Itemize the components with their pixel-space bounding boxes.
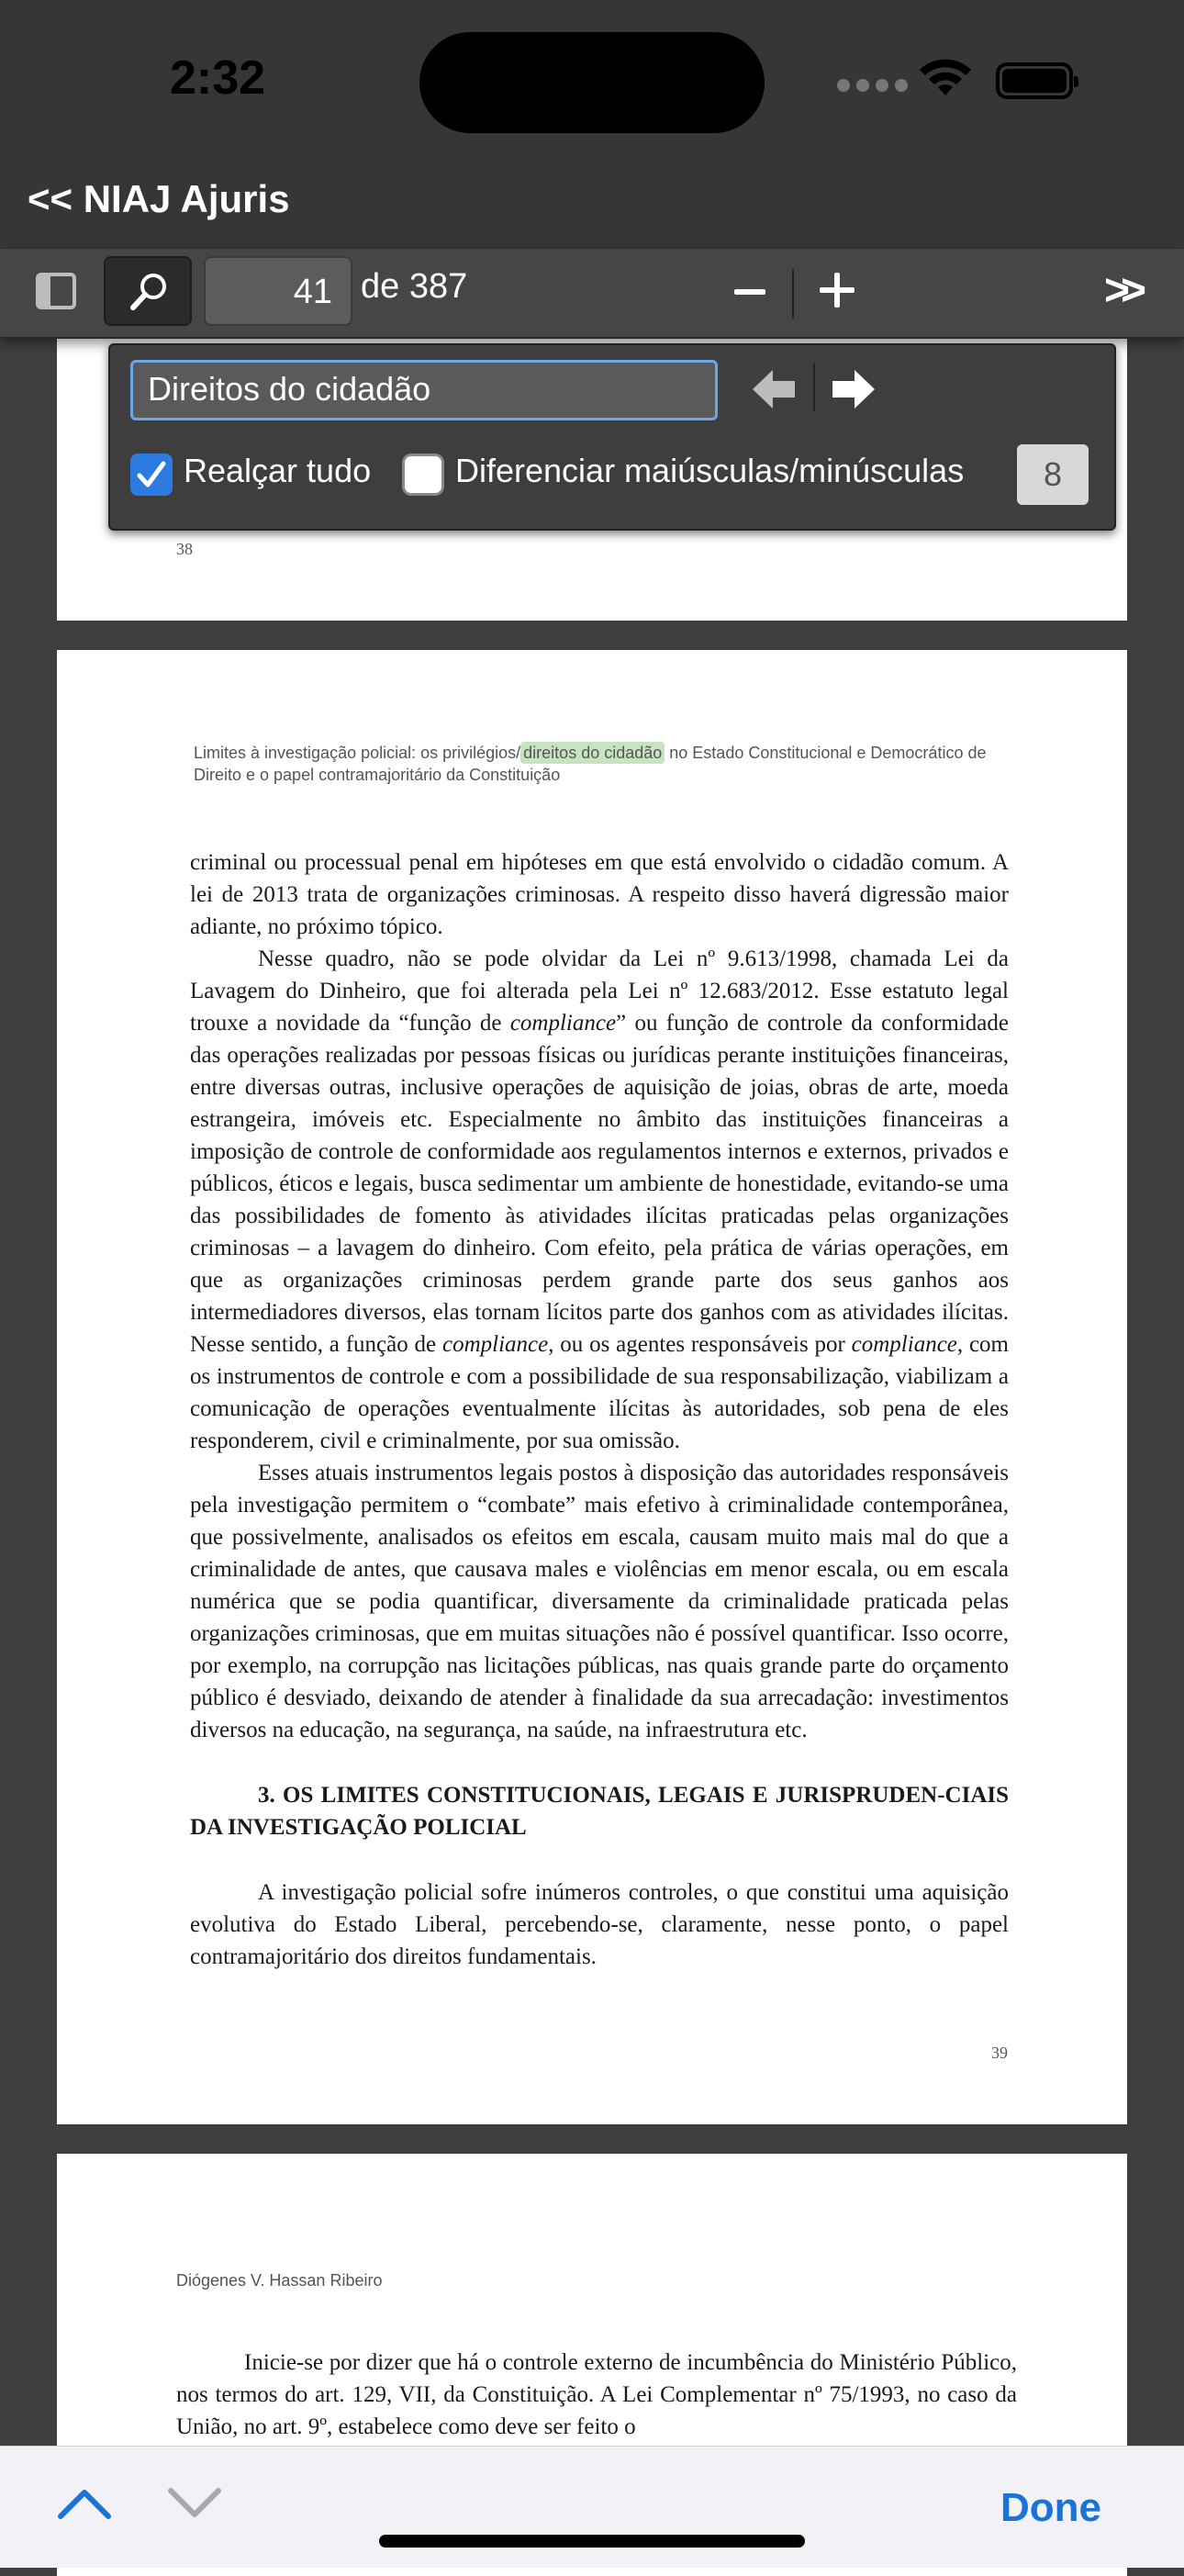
signal-dots-icon (837, 79, 914, 96)
checkmark-icon (136, 459, 167, 490)
search-input[interactable]: Direitos do cidadão (130, 360, 718, 420)
next-result-arrow-icon[interactable] (832, 370, 875, 409)
previous-result-arrow-icon[interactable] (753, 370, 795, 409)
running-head (194, 742, 1020, 786)
back-button[interactable]: << NIAJ Ajuris (28, 177, 290, 220)
chevron-up-icon[interactable] (57, 2487, 112, 2520)
paragraph: Esses atuais instrumentos legais postos à disposição das autoridades responsáveis pela investigação permitem o “combate” mais efetivo à criminalidade contemporânea, que possivelmente, analisados os efeitos em escala, causam muito mais mal do que a criminalidade de antes, que causava males e violências em menor escala, ou em escala numérica que se podia quantificar, diversamente da criminalidade praticada pelas organizações criminosas, que em muitas situações não é possível quantificar. Isso ocorre, por exemplo, na corrupção nas licitações públicas, nas quais grande parte do orçamento público é desviado, deixando de atender à finalidade da sua arrecadação: investimentos diversos na educação, na segurança, na saúde, na infraestrutura etc. (190, 1461, 1009, 1742)
navigation-bar (0, 161, 1184, 249)
wifi-icon (918, 59, 973, 99)
paragraph: criminal ou processual penal em hipóteses em que está envolvido o cidadão comum. A lei de 2013 trata de organizações criminosas. A respeito disso haverá digressão maior adiante, no próximo tópico. (190, 850, 1009, 939)
battery-icon (996, 62, 1073, 99)
more-chevrons-icon[interactable]: >> (1104, 266, 1138, 315)
pdf-toolbar (0, 249, 1184, 339)
running-head-text: no Estado Constitucional e Democrático de Direito e o papel contramajoritário da Constituição (194, 744, 987, 784)
search-button[interactable] (104, 256, 192, 326)
zoom-out-button[interactable] (734, 289, 765, 295)
zoom-in-button[interactable] (820, 273, 854, 308)
page-number: 39 (991, 2044, 1008, 2062)
paragraph: A investigação policial sofre inúmeros controles, o que constitui uma aquisição evolutiva do Estado Liberal, percebendo-se, claramente, nesse ponto, o papel contramajoritário dos direitos fundamentais. (190, 1880, 1009, 1969)
page-body (190, 846, 1009, 1973)
paragraph: Nesse quadro, não se pode olvidar da Lei nº 9.613/1998, chamada Lei da Lavagem do Dinheiro, que foi alterada pela Lei nº 12.683/2012. Esse estatuto legal trouxe a novidade da “função de compliance” ou função de controle da conformidade das operações realizadas por pessoas físicas ou jurídicas perante instituições financeiras, entre diversas outras, inclusive operações de aquisição de joias, obras de arte, moeda estrangeira, imóveis etc. Especialmente no âmbito das instituições financeiras a imposição de controle de conformidade aos regulamentos internos e externos, privados e públicos, éticos e legais, busca sedimentar um ambiente de honestidade, evitando-se uma das possibilidades de fomento às atividades ilícitas praticadas pelas organizações criminosas – a lavagem do dinheiro. Com efeito, pela prática de várias operações, em que as organizações criminosas perdem grande parte dos seus ganhos aos intermediadores diversos, elas tornam lícitos parte dos ganhos com as atividades ilícitas. Nesse sentido, a função de compliance, ou os agentes responsáveis por compliance, com os instrumentos de controle e com a possibilidade de sua responsabilização, viabilizam a comunicação de operações eventualmente ilícitas às autoridades, sob pena de eles responderem, civil e criminalmente, por sua omissão. (190, 946, 1010, 1453)
zoom-separator (792, 269, 794, 319)
status-bar (0, 0, 1184, 161)
running-head-text: Limites à investigação policial: os privilégios/ (194, 744, 521, 762)
paragraph: Inicie-se por dizer que há o controle externo de incumbência do Ministério Público, nos termos do art. 129, VII, da Constituição. A Lei Complementar nº 75/1993, no caso da União, no art. 9º, estabelece como deve ser feito o (176, 2350, 1017, 2439)
case-sensitive-checkbox[interactable] (402, 454, 444, 496)
dynamic-island (419, 32, 765, 133)
page-number-field[interactable]: 41 (204, 256, 352, 326)
search-icon (128, 271, 170, 313)
running-head-author: Diógenes V. Hassan Ribeiro (176, 2271, 383, 2290)
highlight-all-label[interactable]: Realçar tudo (184, 452, 372, 489)
chevron-down-icon[interactable] (167, 2487, 222, 2520)
home-indicator (379, 2535, 805, 2548)
find-panel (108, 343, 1116, 531)
bottom-bar (0, 2446, 1184, 2568)
page-total-label: de 387 (361, 267, 468, 306)
match-count-badge: 8 (1017, 444, 1089, 505)
search-highlight[interactable]: direitos do cidadão (520, 742, 665, 764)
page-body (176, 2346, 1017, 2443)
pdf-page (57, 650, 1127, 2124)
done-button[interactable]: Done (1000, 2485, 1101, 2530)
page-number: 38 (176, 540, 193, 558)
arrow-separator (813, 364, 815, 411)
highlight-all-checkbox[interactable] (130, 454, 173, 496)
status-time: 2:32 (170, 51, 266, 105)
case-sensitive-label[interactable]: Diferenciar maiúsculas/minúsculas (455, 452, 965, 489)
section-heading: 3. OS LIMITES CONSTITUCIONAIS, LEGAIS E JURISPRUDEN-CIAIS DA INVESTIGAÇÃO POLICIAL (190, 1783, 1009, 1840)
sidebar-toggle-icon[interactable] (35, 270, 77, 312)
